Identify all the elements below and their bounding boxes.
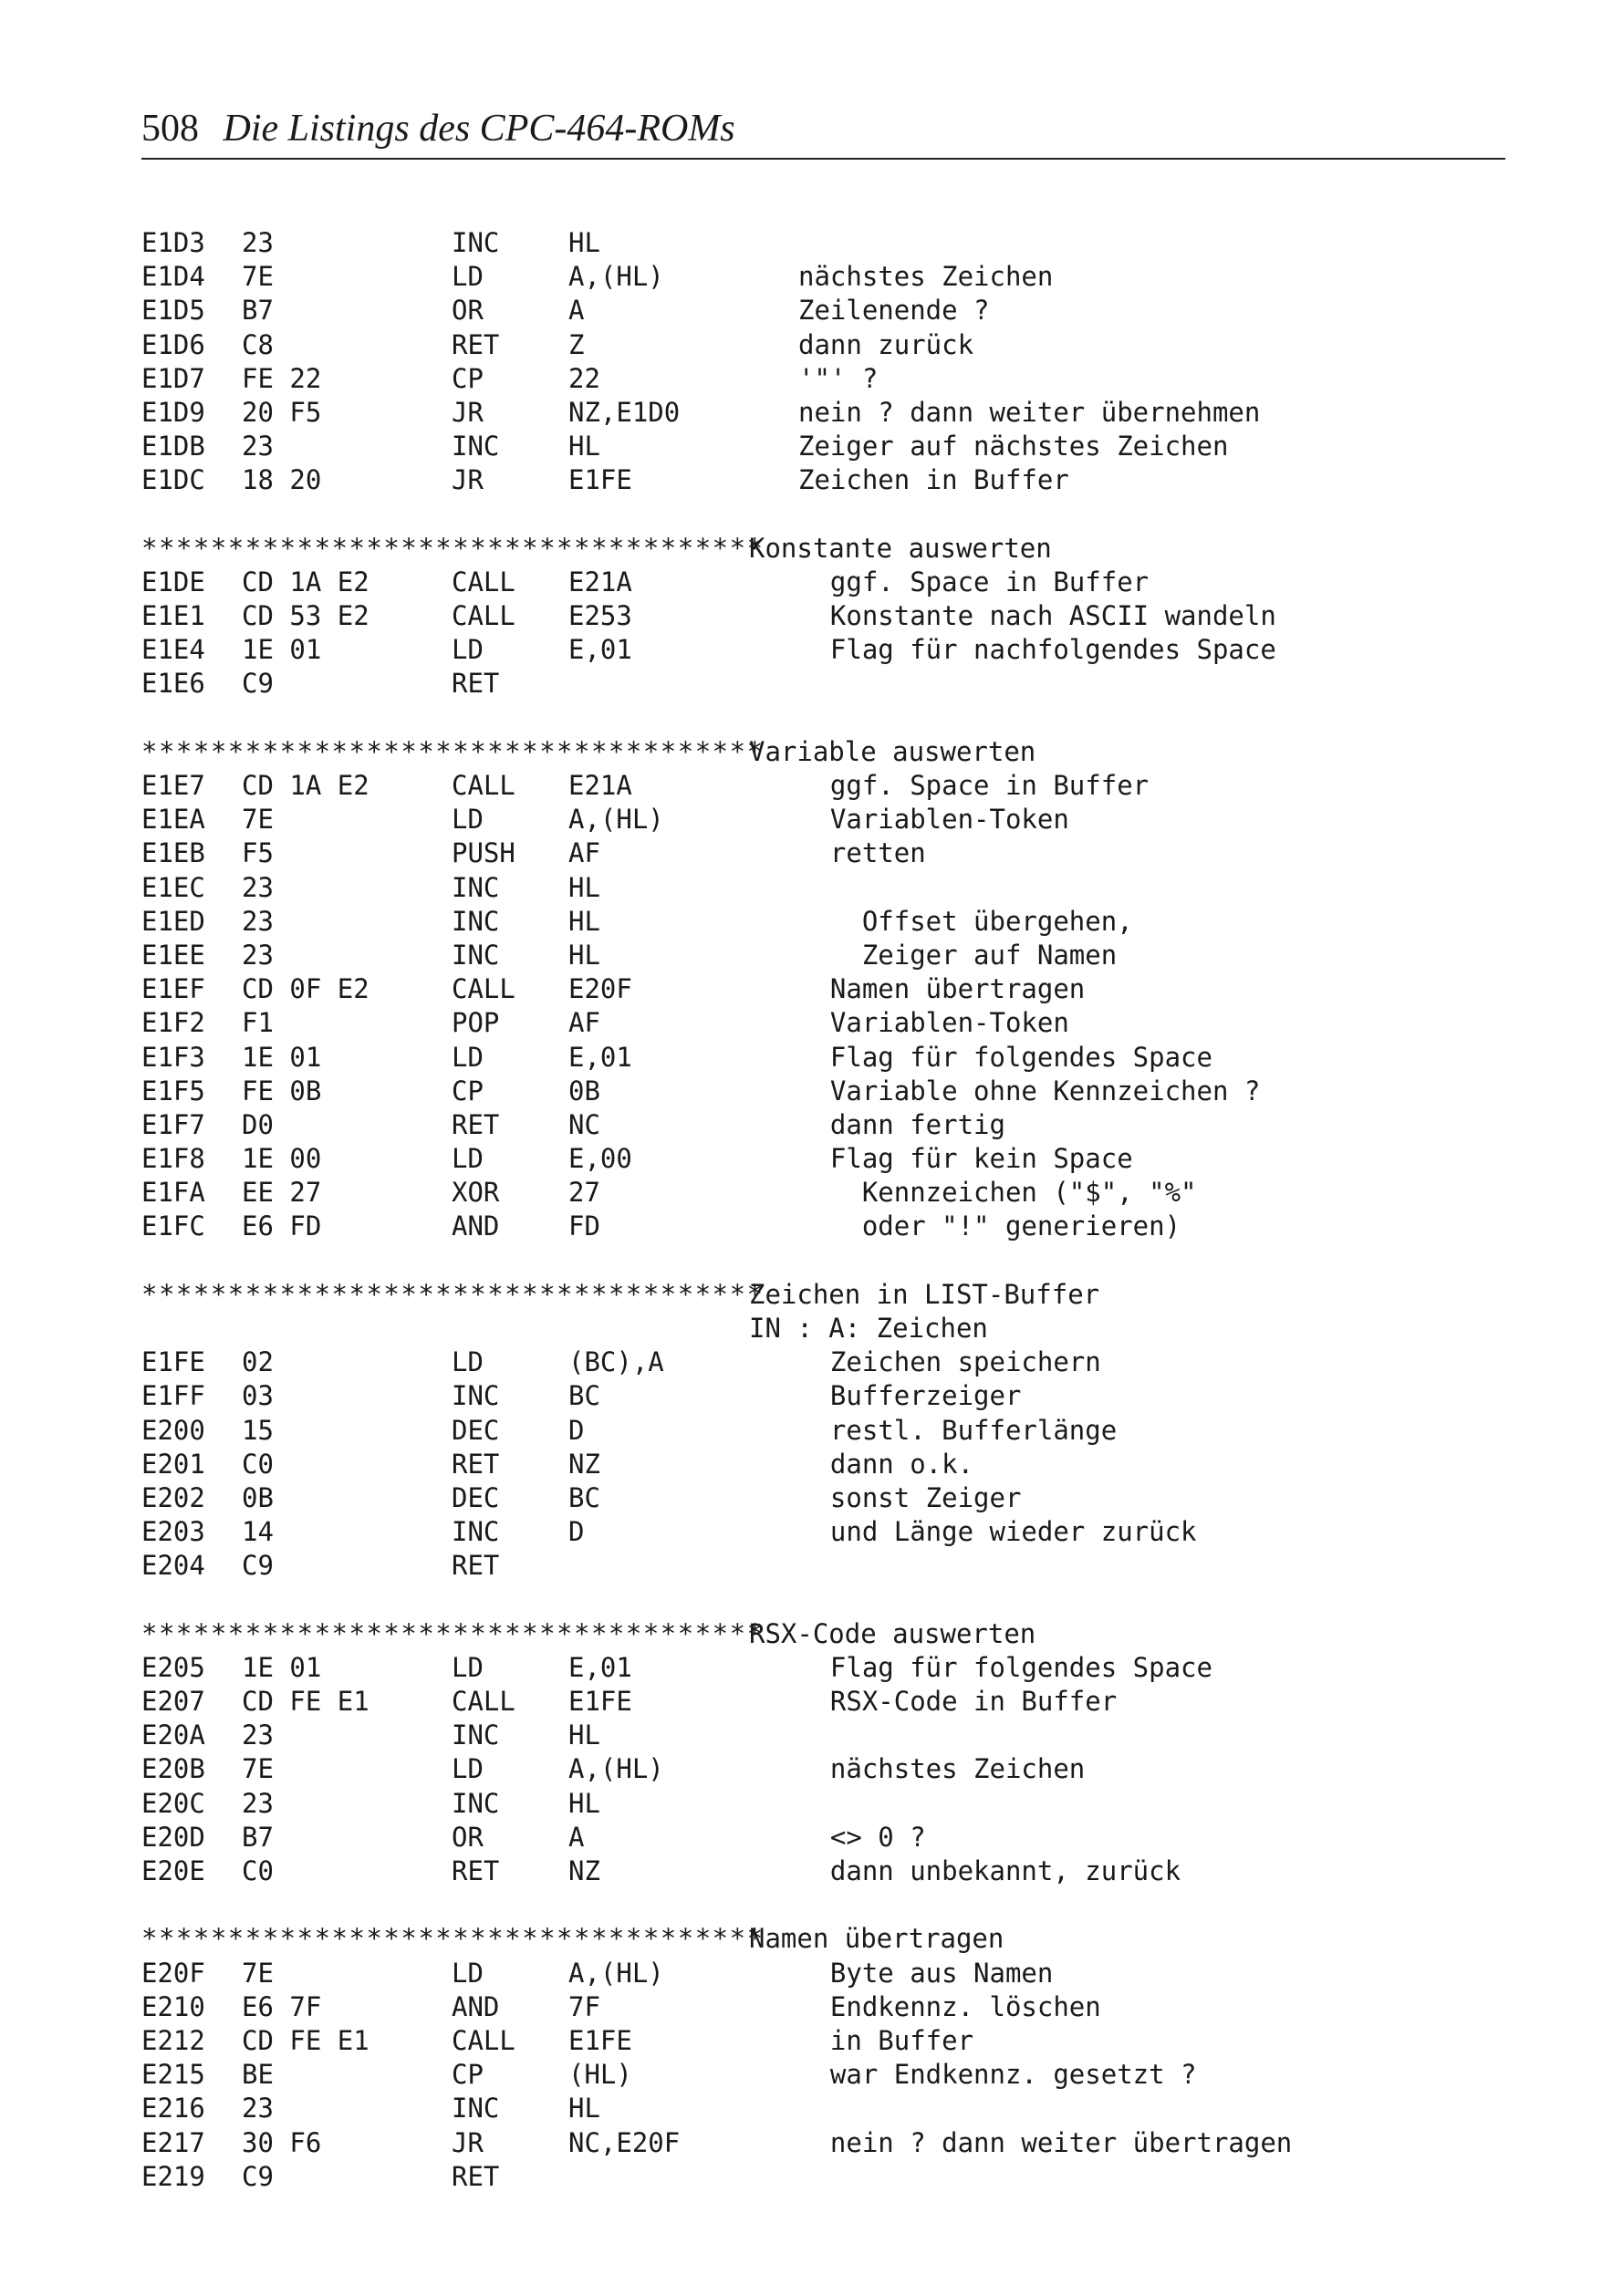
listing-row — [141, 769, 1473, 803]
opcode-bytes: FE 0B — [242, 1075, 322, 1106]
operand: A,(HL) — [568, 261, 664, 293]
operand: HL — [568, 1719, 600, 1751]
address: E20E — [141, 1855, 205, 1886]
operand: A,(HL) — [568, 1753, 664, 1785]
page-header — [141, 87, 1505, 160]
opcode-bytes: 7E — [242, 1753, 274, 1785]
opcode-bytes: CD 53 E2 — [242, 600, 369, 632]
opcode-bytes: F5 — [242, 837, 274, 869]
opcode-bytes: BE — [242, 2059, 274, 2091]
opcode-bytes: CD FE E1 — [242, 2024, 369, 2056]
mnemonic: INC — [452, 1380, 500, 1412]
operand: A,(HL) — [568, 1957, 664, 1989]
section-title: Namen übertragen — [749, 1923, 1004, 1955]
mnemonic: RET — [452, 668, 500, 700]
listing-row — [141, 2058, 1473, 2092]
comment: Byte aus Namen — [798, 1957, 1054, 1989]
comment: Konstante nach ASCII wandeln — [798, 600, 1276, 632]
mnemonic: POP — [452, 1007, 500, 1039]
opcode-bytes: 23 — [242, 1719, 274, 1751]
operand: (HL) — [568, 2059, 632, 2091]
comment: nächstes Zeichen — [798, 1753, 1086, 1785]
listing-row — [141, 1448, 1473, 1481]
operand: 22 — [568, 362, 600, 394]
mnemonic: JR — [452, 396, 484, 428]
address: E212 — [141, 2024, 205, 2056]
section-header — [141, 1278, 1473, 1312]
opcode-bytes: CD FE E1 — [242, 1686, 369, 1718]
listing-row — [141, 803, 1473, 836]
address: E20A — [141, 1719, 205, 1751]
mnemonic: CP — [452, 2059, 484, 2091]
opcode-bytes: C0 — [242, 1448, 274, 1480]
opcode-bytes: B7 — [242, 295, 274, 327]
operand: E1FE — [568, 2024, 632, 2056]
opcode-bytes: CD 1A E2 — [242, 770, 369, 801]
opcode-bytes: 30 F6 — [242, 2126, 322, 2158]
listing-row — [141, 1041, 1473, 1075]
separator-stars: ************************************ — [141, 1278, 765, 1310]
blank-line — [141, 1244, 1473, 1278]
mnemonic: LD — [452, 1753, 484, 1785]
listing-row — [141, 1481, 1473, 1515]
opcode-bytes: 23 — [242, 431, 274, 462]
mnemonic: LD — [452, 1143, 484, 1175]
comment: in Buffer — [798, 2024, 974, 2056]
opcode-bytes: C0 — [242, 1855, 274, 1886]
address: E1D7 — [141, 362, 205, 394]
address: E1DC — [141, 464, 205, 496]
address: E1FE — [141, 1346, 205, 1378]
address: E203 — [141, 1516, 205, 1548]
address: E1F2 — [141, 1007, 205, 1039]
mnemonic: INC — [452, 1516, 500, 1548]
address: E1E7 — [141, 770, 205, 801]
address: E1F3 — [141, 1041, 205, 1073]
comment: Variablen-Token — [798, 804, 1069, 836]
listing-row — [141, 939, 1473, 972]
mnemonic: CALL — [452, 2024, 515, 2056]
address: E1F5 — [141, 1075, 205, 1106]
mnemonic: CP — [452, 362, 484, 394]
listing-row — [141, 226, 1473, 260]
comment: <> 0 ? — [798, 1821, 926, 1853]
listing-row — [141, 566, 1473, 599]
opcode-bytes: 1E 01 — [242, 634, 322, 666]
opcode-bytes: 02 — [242, 1346, 274, 1378]
opcode-bytes: FE 22 — [242, 362, 322, 394]
listing-row — [141, 2092, 1473, 2125]
address: E20F — [141, 1957, 205, 1989]
operand: E20F — [568, 973, 632, 1005]
listing-row — [141, 463, 1473, 497]
operand: HL — [568, 905, 600, 937]
mnemonic: CALL — [452, 1686, 515, 1718]
address: E1DB — [141, 431, 205, 462]
operand: Z — [568, 328, 585, 360]
listing-row — [141, 1719, 1473, 1752]
blank-line — [141, 498, 1473, 532]
section-header — [141, 735, 1473, 769]
header-rule — [141, 158, 1505, 160]
opcode-bytes: CD 0F E2 — [242, 973, 369, 1005]
address: E1D6 — [141, 328, 205, 360]
listing-row — [141, 1821, 1473, 1854]
comment: Offset übergehen, — [798, 905, 1133, 937]
section-title: Zeichen in LIST-Buffer — [749, 1278, 1100, 1310]
opcode-bytes: 20 F5 — [242, 396, 322, 428]
mnemonic: LD — [452, 1957, 484, 1989]
listing-row — [141, 1515, 1473, 1549]
mnemonic: CALL — [452, 566, 515, 597]
operand: E,01 — [568, 1651, 632, 1683]
listing-row — [141, 1854, 1473, 1888]
opcode-bytes: 18 20 — [242, 464, 322, 496]
address: E200 — [141, 1414, 205, 1446]
opcode-bytes: C8 — [242, 328, 274, 360]
listing-row — [141, 972, 1473, 1006]
operand: HL — [568, 431, 600, 462]
comment: oder "!" generieren) — [798, 1210, 1181, 1242]
opcode-bytes: E6 FD — [242, 1210, 322, 1242]
mnemonic: INC — [452, 871, 500, 903]
listing-row — [141, 1006, 1473, 1040]
comment: nächstes Zeichen — [798, 261, 1054, 293]
comment: Zeiger auf Namen — [798, 939, 1118, 971]
listing-row — [141, 1685, 1473, 1719]
opcode-bytes: C9 — [242, 1550, 274, 1582]
section-title: RSX-Code auswerten — [749, 1617, 1036, 1649]
section-header — [141, 1617, 1473, 1651]
operand: E21A — [568, 566, 632, 597]
address: E1E6 — [141, 668, 205, 700]
address: E1FA — [141, 1177, 205, 1209]
address: E1E1 — [141, 600, 205, 632]
mnemonic: CALL — [452, 600, 515, 632]
operand: AF — [568, 1007, 600, 1039]
operand: AF — [568, 837, 600, 869]
comment: und Länge wieder zurück — [798, 1516, 1197, 1548]
listing-row — [141, 1990, 1473, 2024]
mnemonic: OR — [452, 1821, 484, 1853]
operand: E253 — [568, 600, 632, 632]
comment: restl. Bufferlänge — [798, 1414, 1118, 1446]
mnemonic: CP — [452, 1075, 484, 1106]
address: E219 — [141, 2160, 205, 2192]
comment: Namen übertragen — [798, 973, 1086, 1005]
separator-stars: ************************************ — [141, 532, 765, 564]
comment: RSX-Code in Buffer — [798, 1686, 1118, 1718]
operand: E,01 — [568, 634, 632, 666]
comment: dann unbekannt, zurück — [798, 1855, 1181, 1886]
comment: ggf. Space in Buffer — [798, 770, 1150, 801]
comment: Zeilenende ? — [798, 295, 990, 327]
listing-row — [141, 1176, 1473, 1210]
operand: BC — [568, 1380, 600, 1412]
comment: dann o.k. — [798, 1448, 974, 1480]
listing-row — [141, 294, 1473, 327]
mnemonic: RET — [452, 1550, 500, 1582]
address: E216 — [141, 2093, 205, 2125]
comment: '"' ? — [798, 362, 879, 394]
opcode-bytes: 15 — [242, 1414, 274, 1446]
comment: Zeichen speichern — [798, 1346, 1101, 1378]
comment: Flag für folgendes Space — [798, 1041, 1212, 1073]
operand: 0B — [568, 1075, 600, 1106]
comment: dann zurück — [798, 328, 974, 360]
opcode-bytes: 1E 01 — [242, 1041, 322, 1073]
listing-row — [141, 430, 1473, 463]
comment: Flag für folgendes Space — [798, 1651, 1212, 1683]
mnemonic: LD — [452, 1041, 484, 1073]
listing-row — [141, 599, 1473, 633]
address: E215 — [141, 2059, 205, 2091]
mnemonic: RET — [452, 1855, 500, 1886]
blank-line — [141, 701, 1473, 735]
mnemonic: INC — [452, 1719, 500, 1751]
opcode-bytes: 7E — [242, 1957, 274, 1989]
opcode-bytes: D0 — [242, 1108, 274, 1140]
listing-row — [141, 1651, 1473, 1685]
mnemonic: AND — [452, 1990, 500, 2022]
opcode-bytes: C9 — [242, 2160, 274, 2192]
address: E1EB — [141, 837, 205, 869]
address: E20C — [141, 1787, 205, 1819]
mnemonic: RET — [452, 328, 500, 360]
opcode-bytes: 0B — [242, 1481, 274, 1513]
listing-row — [141, 260, 1473, 294]
listing-row — [141, 1549, 1473, 1583]
mnemonic: RET — [452, 2160, 500, 2192]
comment: Variable ohne Kennzeichen ? — [798, 1075, 1261, 1106]
address: E1F8 — [141, 1143, 205, 1175]
address: E210 — [141, 1990, 205, 2022]
mnemonic: RET — [452, 1448, 500, 1480]
listing-row — [141, 905, 1473, 939]
address: E1F7 — [141, 1108, 205, 1140]
comment: war Endkennz. gesetzt ? — [798, 2059, 1197, 2091]
section-title: Variable auswerten — [749, 735, 1036, 767]
address: E205 — [141, 1651, 205, 1683]
separator-stars: ************************************ — [141, 735, 765, 767]
opcode-bytes: 23 — [242, 1787, 274, 1819]
address: E217 — [141, 2126, 205, 2158]
opcode-bytes: 1E 01 — [242, 1651, 322, 1683]
operand: E1FE — [568, 1686, 632, 1718]
comment: dann fertig — [798, 1108, 1005, 1140]
operand: HL — [568, 2093, 600, 2125]
address: E202 — [141, 1481, 205, 1513]
opcode-bytes: F1 — [242, 1007, 274, 1039]
section-header — [141, 1922, 1473, 1956]
opcode-bytes: 23 — [242, 905, 274, 937]
opcode-bytes: 7E — [242, 804, 274, 836]
operand: NC,E20F — [568, 2126, 681, 2158]
address: E1E4 — [141, 634, 205, 666]
address: E1EF — [141, 973, 205, 1005]
mnemonic: DEC — [452, 1481, 500, 1513]
listing-row — [141, 396, 1473, 430]
operand: NZ — [568, 1855, 600, 1886]
mnemonic: LD — [452, 634, 484, 666]
listing-row — [141, 1957, 1473, 1990]
listing-row — [141, 2126, 1473, 2160]
mnemonic: RET — [452, 1108, 500, 1140]
mnemonic: JR — [452, 464, 484, 496]
blank-line — [141, 1584, 1473, 1617]
separator-stars: ************************************ — [141, 1617, 765, 1649]
section-header — [141, 532, 1473, 566]
comment: nein ? dann weiter übertragen — [798, 2126, 1293, 2158]
operand: D — [568, 1516, 585, 1548]
listing-row — [141, 2160, 1473, 2194]
mnemonic: AND — [452, 1210, 500, 1242]
address: E1D9 — [141, 396, 205, 428]
listing-row — [141, 1075, 1473, 1108]
mnemonic: LD — [452, 804, 484, 836]
address: E1D4 — [141, 261, 205, 293]
address: E1ED — [141, 905, 205, 937]
separator-stars: ************************************ — [141, 1923, 765, 1955]
operand: A — [568, 295, 585, 327]
operand: NZ — [568, 1448, 600, 1480]
mnemonic: INC — [452, 2093, 500, 2125]
blank-line — [141, 1888, 1473, 1922]
listing-row — [141, 1210, 1473, 1243]
address: E1D3 — [141, 227, 205, 258]
comment: nein ? dann weiter übernehmen — [798, 396, 1261, 428]
running-head — [141, 107, 735, 151]
comment: retten — [798, 837, 926, 869]
opcode-bytes: 7E — [242, 261, 274, 293]
operand: FD — [568, 1210, 600, 1242]
opcode-bytes: 23 — [242, 871, 274, 903]
opcode-bytes: 23 — [242, 939, 274, 971]
address: E204 — [141, 1550, 205, 1582]
comment: Kennzeichen ("$", "%" — [798, 1177, 1197, 1209]
mnemonic: LD — [452, 1346, 484, 1378]
listing-row — [141, 1345, 1473, 1379]
listing-row — [141, 1787, 1473, 1821]
page-number: 508 — [141, 108, 199, 150]
comment: Zeiger auf nächstes Zeichen — [798, 431, 1229, 462]
comment: Zeichen in Buffer — [798, 464, 1069, 496]
comment: ggf. Space in Buffer — [798, 566, 1150, 597]
mnemonic: INC — [452, 227, 500, 258]
section-subtitle: IN : A: Zeichen — [749, 1313, 988, 1344]
operand: NZ,E1D0 — [568, 396, 681, 428]
mnemonic: CALL — [452, 973, 515, 1005]
comment: Flag für nachfolgendes Space — [798, 634, 1276, 666]
address: E201 — [141, 1448, 205, 1480]
mnemonic: INC — [452, 1787, 500, 1819]
mnemonic: JR — [452, 2126, 484, 2158]
operand: E,00 — [568, 1143, 632, 1175]
mnemonic: INC — [452, 939, 500, 971]
comment: Flag für kein Space — [798, 1143, 1133, 1175]
address: E1FC — [141, 1210, 205, 1242]
comment: Variablen-Token — [798, 1007, 1069, 1039]
opcode-bytes: 23 — [242, 227, 274, 258]
mnemonic: OR — [452, 295, 484, 327]
operand: NC — [568, 1108, 600, 1140]
address: E1EC — [141, 871, 205, 903]
address: E1D5 — [141, 295, 205, 327]
comment: sonst Zeiger — [798, 1481, 1022, 1513]
opcode-bytes: B7 — [242, 1821, 274, 1853]
mnemonic: INC — [452, 431, 500, 462]
opcode-bytes: 14 — [242, 1516, 274, 1548]
opcode-bytes: C9 — [242, 668, 274, 700]
address: E20D — [141, 1821, 205, 1853]
comment: Endkennz. löschen — [798, 1990, 1101, 2022]
address: E1DE — [141, 566, 205, 597]
assembly-listing — [141, 226, 1473, 2194]
opcode-bytes: E6 7F — [242, 1990, 322, 2022]
listing-row — [141, 836, 1473, 870]
comment: Bufferzeiger — [798, 1380, 1022, 1412]
mnemonic: LD — [452, 1651, 484, 1683]
listing-row — [141, 871, 1473, 905]
address: E207 — [141, 1686, 205, 1718]
operand: D — [568, 1414, 585, 1446]
mnemonic: DEC — [452, 1414, 500, 1446]
opcode-bytes: 23 — [242, 2093, 274, 2125]
page-title: Die Listings des CPC-464-ROMs — [223, 108, 735, 150]
operand: E1FE — [568, 464, 632, 496]
operand: E21A — [568, 770, 632, 801]
listing-row — [141, 328, 1473, 362]
listing-row — [141, 362, 1473, 396]
operand: E,01 — [568, 1041, 632, 1073]
listing-row — [141, 2024, 1473, 2058]
opcode-bytes: CD 1A E2 — [242, 566, 369, 597]
operand: BC — [568, 1481, 600, 1513]
operand: 7F — [568, 1990, 600, 2022]
mnemonic: INC — [452, 905, 500, 937]
operand: (BC),A — [568, 1346, 664, 1378]
mnemonic: CALL — [452, 770, 515, 801]
operand: HL — [568, 871, 600, 903]
address: E1EE — [141, 939, 205, 971]
listing-row — [141, 1142, 1473, 1176]
section-title: Konstante auswerten — [749, 532, 1052, 564]
listing-row — [141, 667, 1473, 701]
opcode-bytes: EE 27 — [242, 1177, 322, 1209]
address: E1EA — [141, 804, 205, 836]
listing-row — [141, 1752, 1473, 1786]
opcode-bytes: 03 — [242, 1380, 274, 1412]
operand: HL — [568, 939, 600, 971]
operand: HL — [568, 1787, 600, 1819]
mnemonic: XOR — [452, 1177, 500, 1209]
mnemonic: LD — [452, 261, 484, 293]
operand: 27 — [568, 1177, 600, 1209]
section-subheader — [141, 1312, 1473, 1345]
operand: HL — [568, 227, 600, 258]
address: E20B — [141, 1753, 205, 1785]
listing-row — [141, 1108, 1473, 1142]
address: E1FF — [141, 1380, 205, 1412]
operand: A — [568, 1821, 585, 1853]
listing-row — [141, 633, 1473, 667]
mnemonic: PUSH — [452, 837, 515, 869]
operand: A,(HL) — [568, 804, 664, 836]
listing-row — [141, 1379, 1473, 1413]
opcode-bytes: 1E 00 — [242, 1143, 322, 1175]
listing-row — [141, 1414, 1473, 1448]
